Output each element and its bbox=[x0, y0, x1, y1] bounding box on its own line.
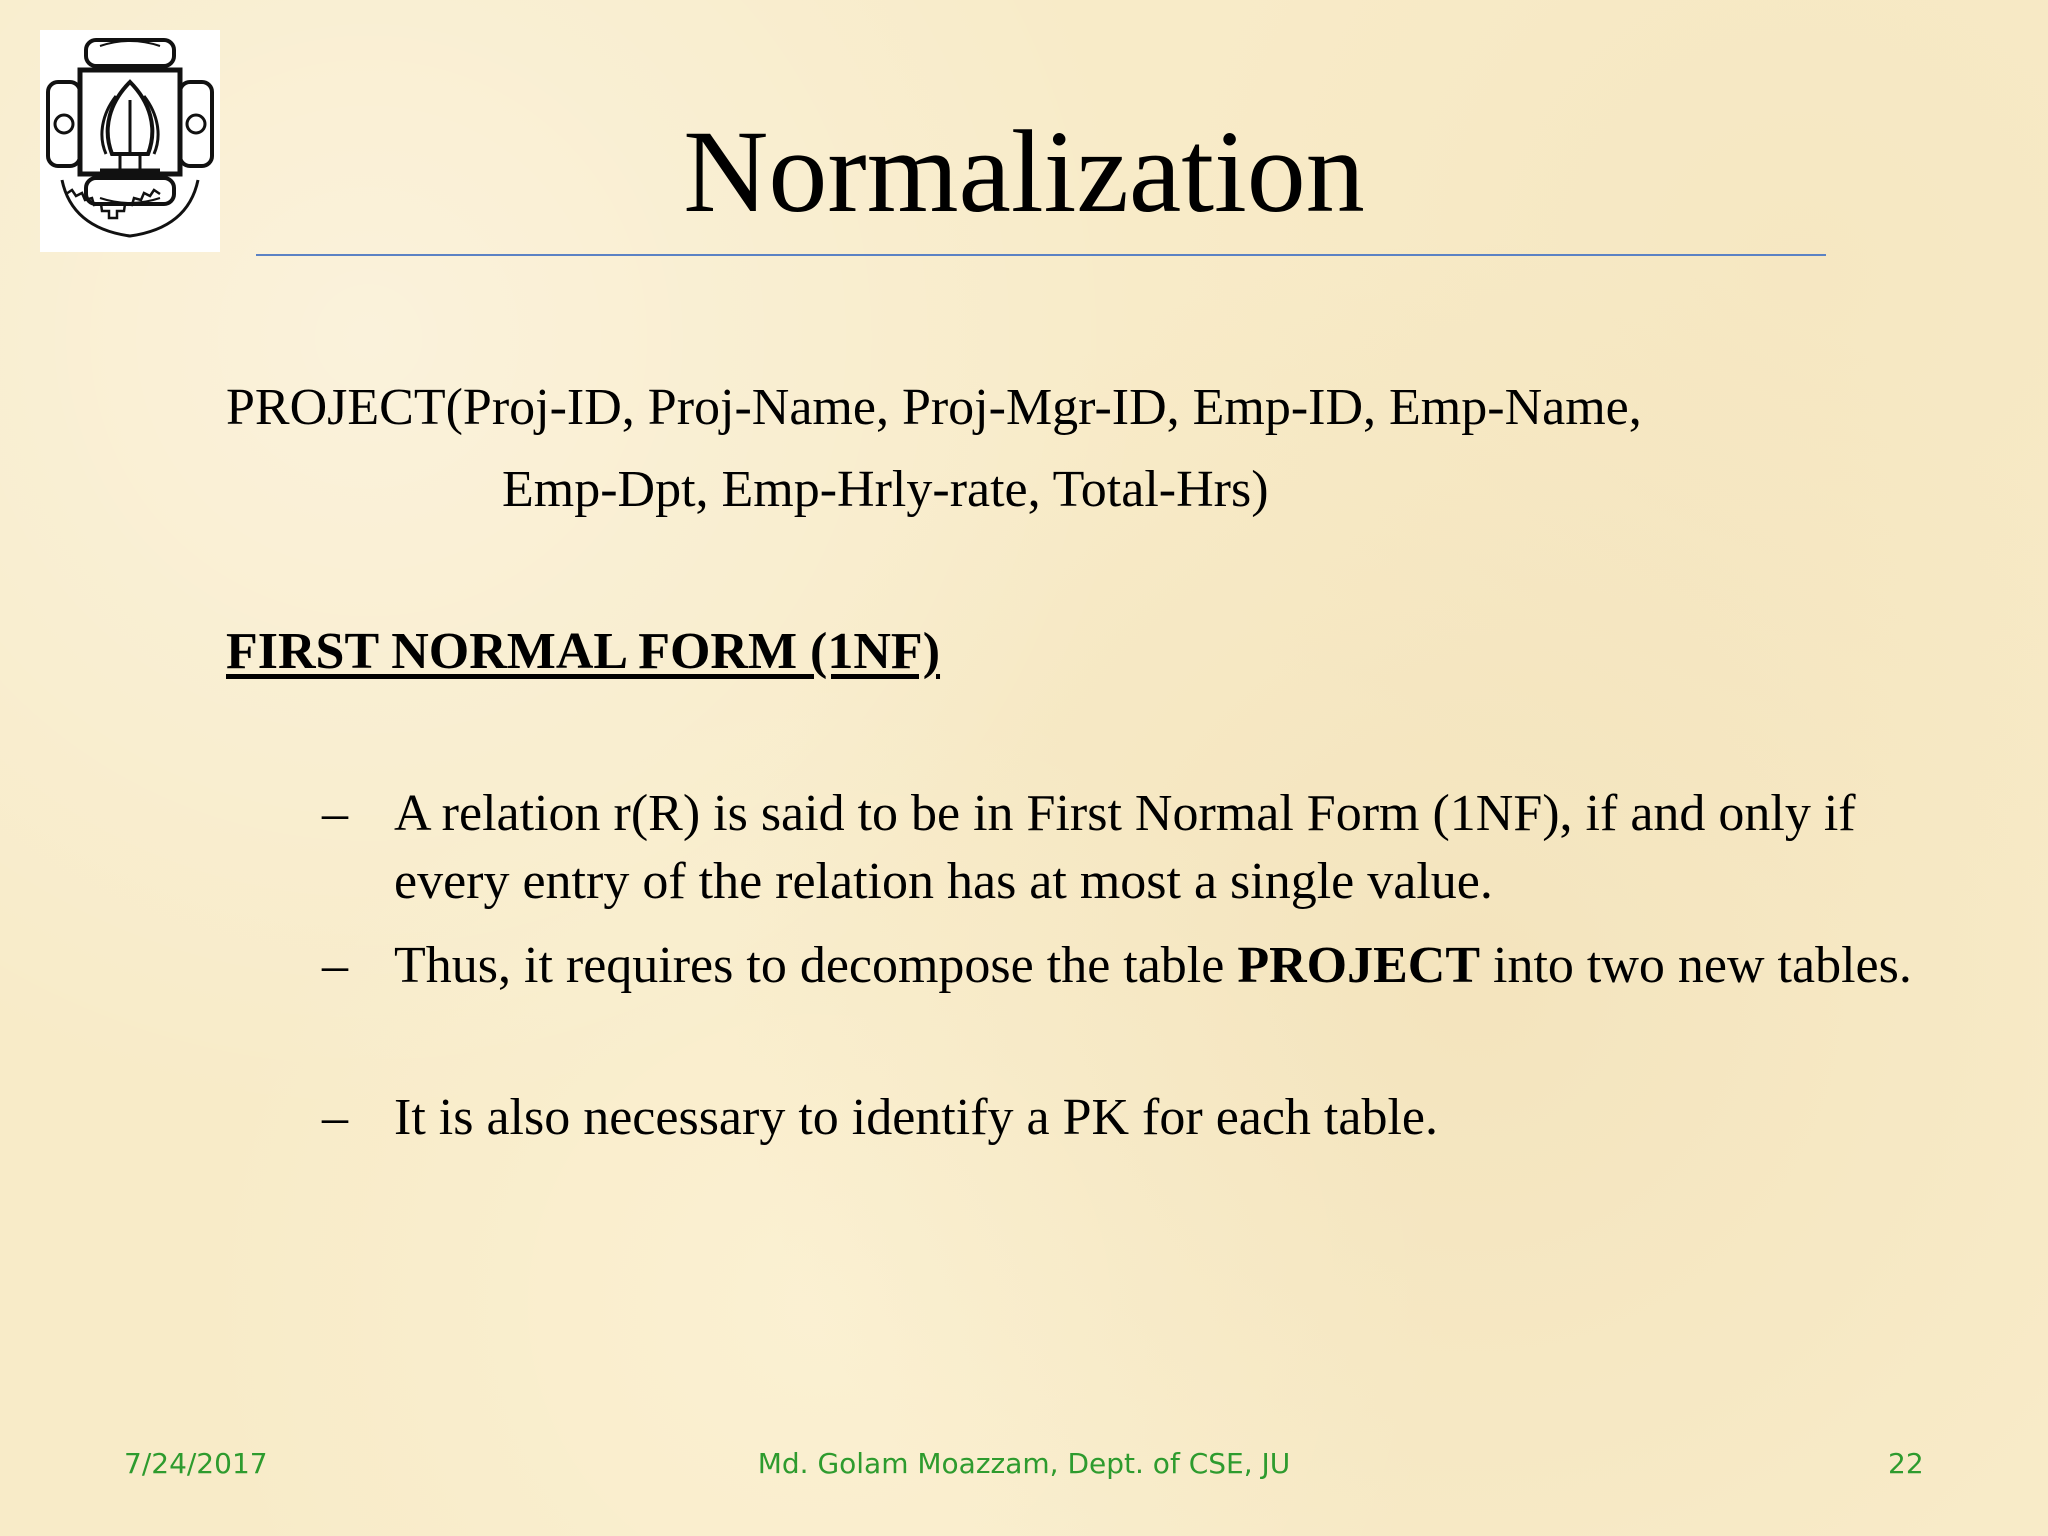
bullet-text: It is also necessary to identify a PK for each table. bbox=[394, 1089, 1438, 1146]
bullet-text-before: Thus, it requires to decompose the table bbox=[394, 937, 1238, 994]
bullet-dash: – bbox=[322, 1089, 348, 1146]
schema-definition-line-1: PROJECT(Proj-ID, Proj-Name, Proj-Mgr-ID, Emp-ID, Emp-Name, bbox=[226, 379, 1642, 436]
bullet-item bbox=[322, 780, 1942, 916]
bullet-text-emphasis: PROJECT bbox=[1237, 937, 1481, 994]
bullet-text bbox=[394, 932, 1942, 1000]
bullet-dash: – bbox=[322, 785, 348, 842]
bullet-dash: – bbox=[322, 937, 348, 994]
footer-author: Md. Golam Moazzam, Dept. of CSE, JU bbox=[757, 1447, 1291, 1480]
bullet-text: A relation r(R) is said to be in First Normal Form (1NF), if and only if every entry of the relation has at most a single value. bbox=[394, 785, 1856, 910]
footer-page-number: 22 bbox=[1888, 1447, 1924, 1480]
footer-date: 7/24/2017 bbox=[124, 1447, 268, 1480]
schema-definition-line-2: Emp-Dpt, Emp-Hrly-rate, Total-Hrs) bbox=[502, 461, 1269, 518]
bullet-item bbox=[322, 932, 1942, 1000]
bullet-item bbox=[322, 1084, 1942, 1152]
section-heading: FIRST NORMAL FORM (1NF) bbox=[226, 623, 941, 680]
slide-title: Normalization bbox=[683, 106, 1365, 237]
bullet-text-after: into two new tables. bbox=[1480, 937, 1912, 994]
title-divider bbox=[256, 254, 1826, 256]
